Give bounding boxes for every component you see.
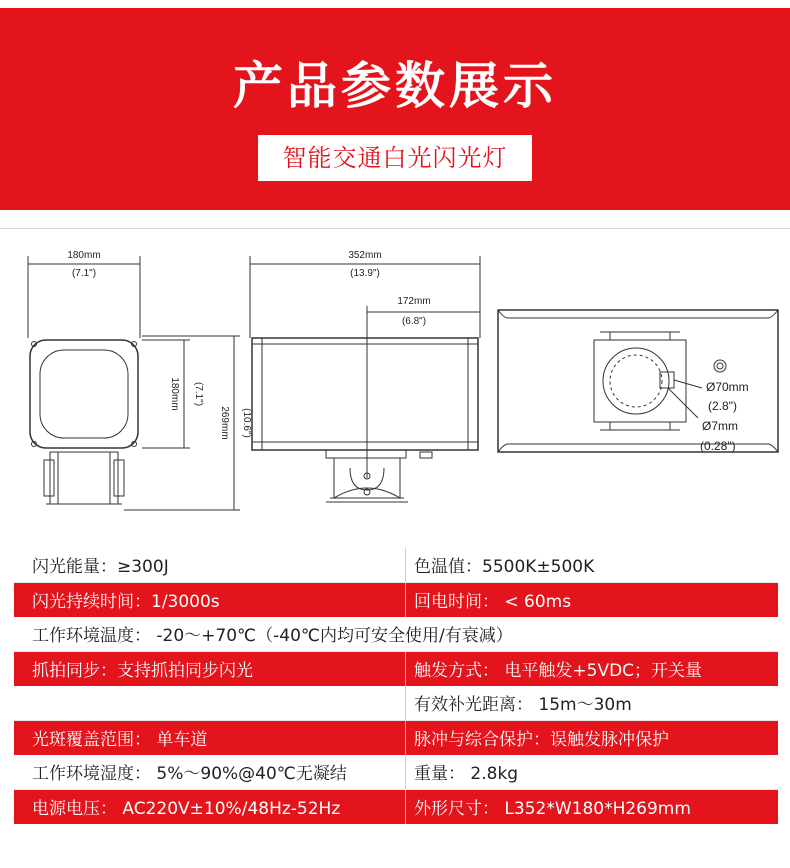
spec-recharge-time: 回电时间： < 60ms	[414, 592, 572, 613]
total-height-label: 269mm	[219, 406, 230, 440]
front-height-inch-label: (7.1")	[193, 381, 204, 407]
front-width-label: 180mm	[67, 250, 101, 261]
bracket-diameter-large-label: Ø70mm	[706, 380, 749, 394]
spec-power-supply: 电源电压： AC220V±10%/48Hz-52Hz	[14, 790, 406, 825]
spec-protection: 脉冲与综合保护：误触发脉冲保护	[414, 730, 669, 751]
spec-row-humidity	[14, 755, 778, 790]
bracket-diameter-small-label: Ø7mm	[702, 419, 738, 433]
spec-row-fill-distance	[14, 686, 778, 721]
product-name-badge: 智能交通白光闪光灯	[258, 135, 532, 181]
spec-flash-duration: 闪光持续时间：1/3000s	[14, 583, 406, 618]
mount-offset-label: 172mm	[397, 296, 431, 307]
dimension-drawing-svg	[0, 228, 790, 528]
mount-offset-inch-label: (6.8")	[401, 316, 427, 327]
spec-table	[14, 548, 778, 824]
spec-dimensions: 外形尺寸： L352*W180*H269mm	[414, 799, 691, 820]
spec-row-operating-temperature	[14, 617, 778, 652]
spec-row-power	[14, 790, 778, 825]
title-banner	[0, 8, 790, 210]
spec-capture-sync: 抓拍同步：支持抓拍同步闪光	[14, 652, 406, 687]
spec-humidity: 工作环境湿度： 5%～90%@40℃无凝结	[14, 755, 406, 789]
spec-row-coverage	[14, 721, 778, 756]
side-length-inch-label: (13.9")	[350, 268, 380, 279]
spec-light-coverage: 光斑覆盖范围： 单车道	[14, 721, 406, 756]
front-height-label: 180mm	[169, 377, 180, 411]
spec-row-flash-energy	[14, 548, 778, 583]
bracket-diameter-large-inch-label: (2.8")	[708, 399, 737, 413]
technical-drawing	[0, 228, 790, 528]
spec-flash-energy: 闪光能量：≥300J	[14, 548, 406, 582]
spec-color-temperature: 色温值：5500K±500K	[414, 557, 595, 578]
spec-row-flash-duration	[14, 583, 778, 618]
front-width-inch-label: (7.1")	[71, 268, 97, 279]
spec-operating-temperature: 工作环境温度： -20～+70℃（-40℃内均可安全使用/有衰减）	[32, 626, 513, 647]
bracket-diameter-small-inch-label: (0.28")	[700, 439, 736, 453]
total-height-inch-label: (10.6")	[241, 408, 252, 438]
spec-fill-distance: 有效补光距离： 15m～30m	[414, 695, 632, 716]
spec-trigger-mode: 触发方式： 电平触发+5VDC；开关量	[414, 661, 703, 682]
page-title: 产品参数展示	[233, 57, 557, 115]
spec-weight: 重量： 2.8kg	[414, 764, 519, 785]
spec-empty-cell	[14, 686, 406, 720]
spec-row-capture-sync	[14, 652, 778, 687]
side-length-label: 352mm	[348, 250, 382, 261]
